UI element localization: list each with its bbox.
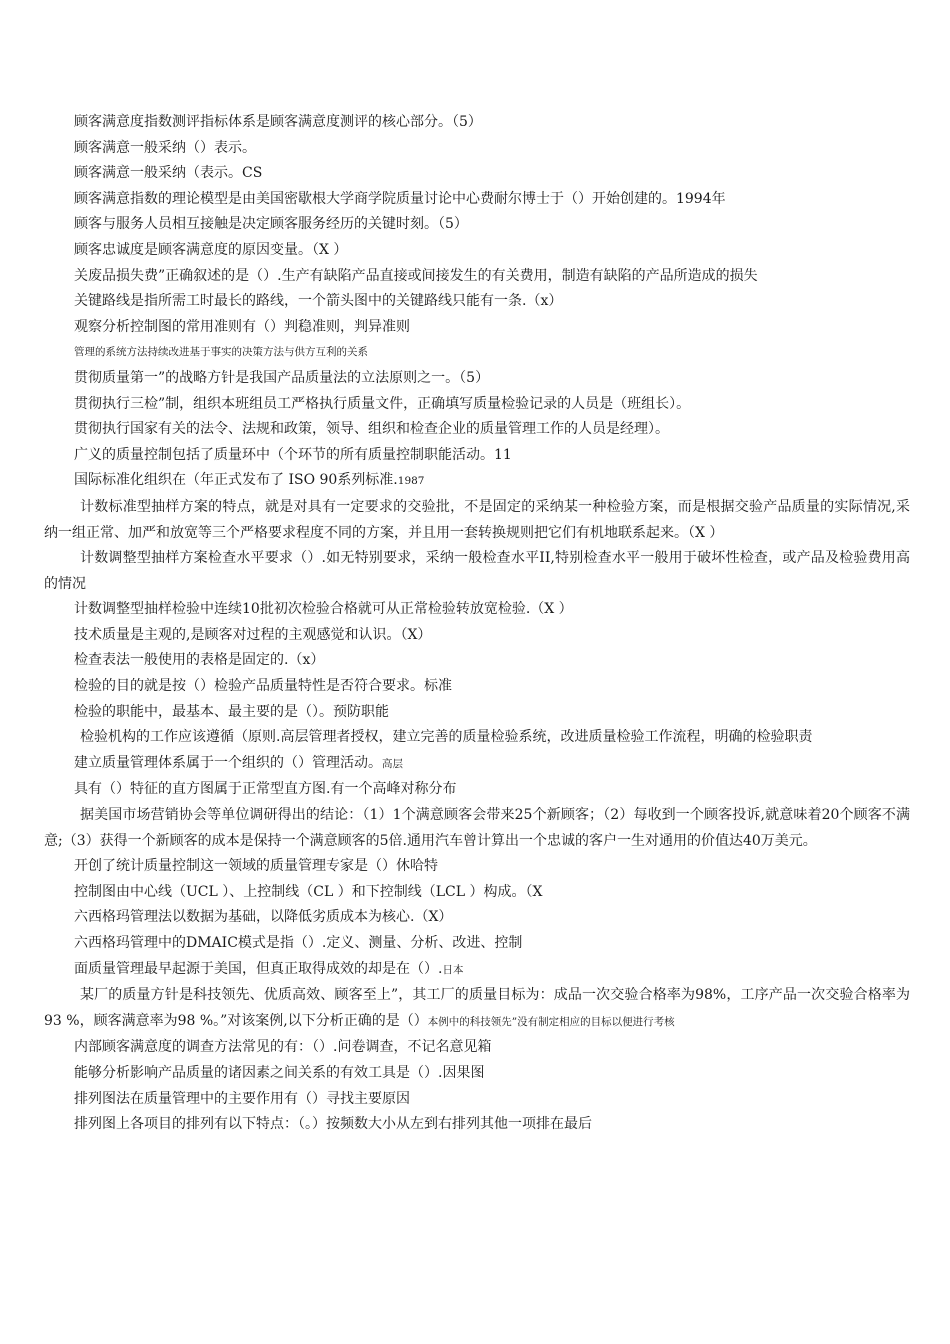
- text-paragraph-main: 某厂的质量方针是科技领先、优质高效、顾客至上”，其工厂的质量目标为：成品一次交验合格率为98%，工序产品一次交验合格率为93 %，顾客满意率为98 %。”对该案例,以下分析正确的是（）: [44, 987, 910, 1029]
- text-line: 技术质量是主观的,是顾客对过程的主观感觉和认识。（X）: [74, 626, 432, 643]
- text-line: 排列图法在质量管理中的主要作用有（）寻找主要原因: [74, 1090, 410, 1107]
- text-line: [44, 957, 910, 984]
- document-body: [44, 110, 910, 1138]
- text-line-note: 1987: [397, 475, 425, 488]
- text-paragraph-note: 本例中的科技领先”没有制定相应的目标以便进行考核: [427, 1015, 675, 1028]
- text-line: 六西格玛管理中的DMAIC模式是指（）.定义、测量、分析、改进、控制: [74, 935, 523, 951]
- text-line-note: 高层: [382, 757, 403, 770]
- text-line: 检查表法一般使用的表格是固定的.（x）: [74, 652, 325, 669]
- text-line: 能够分析影响产品质量的诸因素之间关系的有效工具是（）.因果图: [74, 1064, 485, 1081]
- text-line: 顾客满意一般采纳（表示。CS: [74, 165, 263, 182]
- text-paragraph: 计数调整型抽样方案检查水平要求（）.如无特别要求，采纳一般检查水平II,特别检查水平一般用于破坏性检查，或产品及检验费用高的情况: [44, 550, 910, 592]
- text-line: 顾客满意一般采纳（）表示。: [74, 139, 256, 156]
- text-paragraph: 据美国市场营销协会等单位调研得出的结论：（1）1个满意顾客会带来25个新顾客；（2）每收到一个顾客投诉,就意味着20个顾客不满意;（3）获得一个新顾客的成本是保持一个满意顾客的5倍.通用汽车曾计算出一个忠诚的客户一生对通用的价值达40万美元。: [44, 807, 910, 849]
- text-line: 顾客与服务人员相互接触是决定顾客服务经历的关键时刻。（5）: [74, 216, 468, 233]
- text-line: 内部顾客满意度的调查方法常见的有：（）.问卷调查，不记名意见箱: [74, 1039, 492, 1056]
- text-line-note: 日本: [442, 963, 464, 976]
- text-line: 贯彻执行国家有关的法令、法规和政策，领导、组织和检查企业的质量管理工作的人员是经理）。: [74, 421, 669, 438]
- text-line: 顾客满意指数的理论模型是由美国密歇根大学商学院质量讨论中心费耐尔博士于（）开始创建的。1994年: [74, 190, 726, 207]
- text-line: 关废品损失费”正确叙述的是（）.生产有缺陷产品直接或间接发生的有关费用，制造有缺陷的产品所造成的损失: [74, 267, 758, 284]
- text-line: 贯彻执行三检”制，组织本班组员工严格执行质量文件，正确填写质量检验记录的人员是（班组长）。: [74, 395, 691, 412]
- text-line: 管理的系统方法持续改进基于事实的决策方法与供方互利的关系: [74, 346, 368, 359]
- text-line: 检验的职能中，最基本、最主要的是（）。预防职能: [74, 703, 389, 720]
- text-line: 顾客忠诚度是顾客满意度的原因变量。（X ）: [74, 241, 348, 258]
- text-line: [44, 468, 910, 495]
- text-line: 六西格玛管理法以数据为基础，以降低劣质成本为核心.（X）: [74, 909, 453, 926]
- text-line-main: 建立质量管理体系属于一个组织的（）管理活动。: [74, 754, 382, 771]
- text-line: 具有（）特征的直方图属于正常型直方图.有一个高峰对称分布: [74, 781, 457, 798]
- text-line: 排列图上各项目的排列有以下特点：（。）按频数大小从左到右排列其他一项排在最后: [74, 1116, 592, 1133]
- text-paragraph: 检验机构的工作应该遵循（原则.高层管理者授权，建立完善的质量检验系统，改进质量检验工作流程，明确的检验职责: [80, 729, 813, 746]
- text-line: 计数调整型抽样检验中连续10批初次检验合格就可从正常检验转放宽检验.（X ）: [74, 601, 573, 618]
- text-line: 贯彻质量第一”的战略方针是我国产品质量法的立法原则之一。（5）: [74, 369, 490, 386]
- text-line-main: 国际标准化组织在（年正式发布了 ISO 90系列标准.: [74, 472, 398, 489]
- text-line: 关键路线是指所需工时最长的路线，一个箭头图中的关键路线只能有一条.（x）: [74, 293, 563, 310]
- text-line: 观察分析控制图的常用准则有（）判稳准则，判异准则: [74, 318, 410, 335]
- text-paragraph: [44, 983, 910, 1035]
- text-line: 广义的质量控制包括了质量环中（个环节的所有质量控制职能活动。11: [74, 446, 512, 463]
- text-line: 检验的目的就是按（）检验产品质量特性是否符合要求。标准: [74, 678, 452, 695]
- text-line: 开创了统计质量控制这一领域的质量管理专家是（）休哈特: [74, 858, 438, 875]
- text-line: 控制图由中心线（UCL ）、上控制线（CL ）和下控制线（LCL ）构成。（X: [74, 883, 543, 900]
- text-line: 顾客满意度指数测评指标体系是顾客满意度测评的核心部分。（5）: [74, 114, 482, 130]
- text-paragraph: 计数标准型抽样方案的特点，就是对具有一定要求的交验批，不是固定的采纳某一种检验方案，而是根据交验产品质量的实际情况,采纳一组正常、加严和放宽等三个严格要求程度不同的方案，并且用一套转换规则把它们有机地联系起来。（X ）: [44, 498, 910, 541]
- text-line: [44, 751, 910, 778]
- text-line-main: 面质量管理最早起源于美国，但真正取得成效的却是在（）.: [74, 960, 443, 977]
